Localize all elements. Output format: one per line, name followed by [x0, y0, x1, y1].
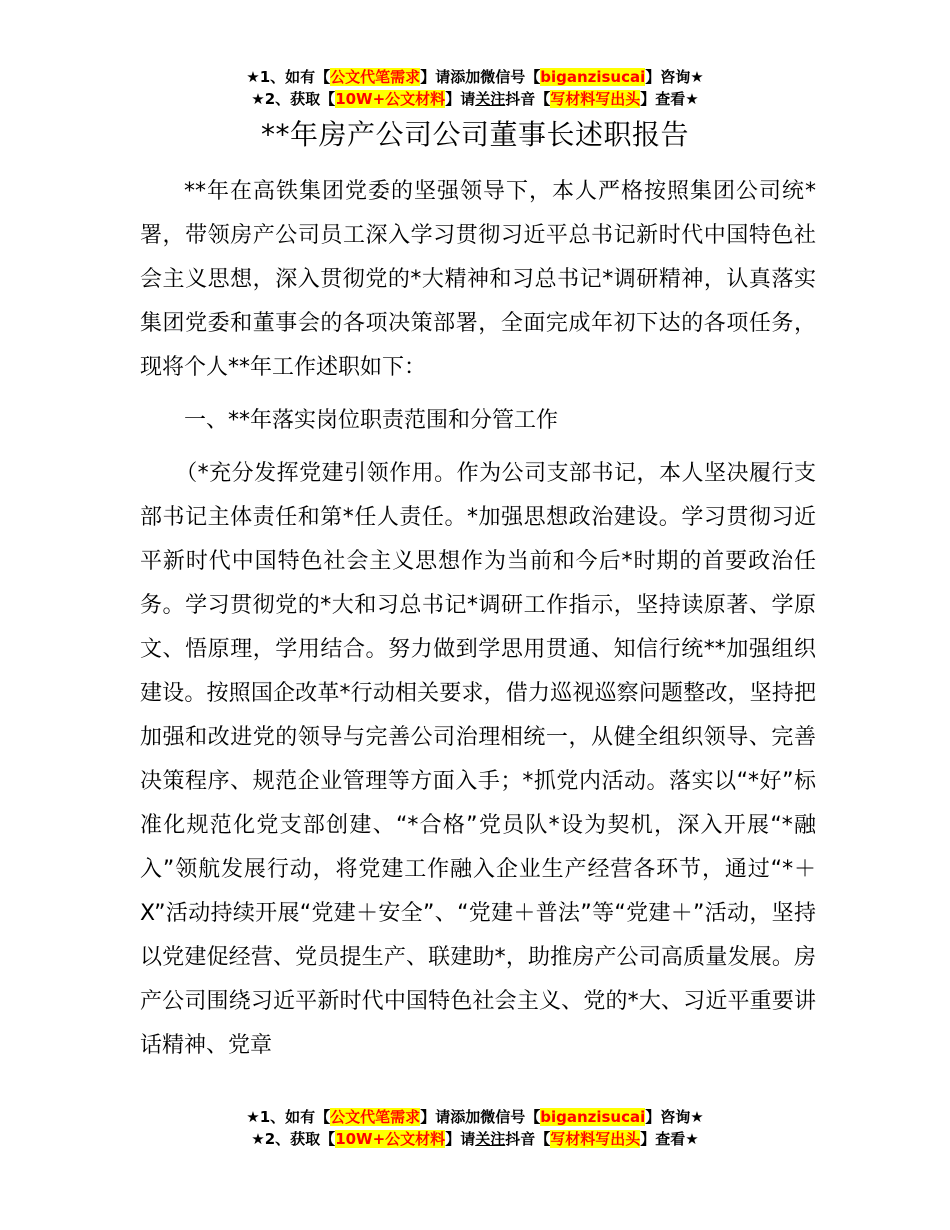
- footer-banner-line-1: ★1、如有【公文代笔需求】请添加微信号【biganzisucai】咨询★: [246, 1108, 704, 1126]
- footer-banner: [0, 1106, 950, 1150]
- section-heading: 一、**年落实岗位职责范围和分管工作: [184, 408, 559, 433]
- header-banner: [0, 66, 950, 110]
- intro-paragraph: **年在高铁集团党委的坚强领导下，本人严格按照集团公司统*署，带领房产公司员工深入学习贯彻习近平总书记新时代中国特色社会主义思想，深入贯彻党的*大精神和习总书记*调研精神，认真落实集团党委和董事会的各项决策部署，全面完成年初下达的各项任务，现将个人**年工作述职如下：: [140, 179, 816, 380]
- footer-banner-line-2: ★2、获取【10W+公文材料】请关注抖音【写材料写出头】查看★: [251, 1130, 699, 1148]
- footer-follow-text: 关注: [475, 1130, 506, 1148]
- body-paragraph: （*充分发挥党建引领作用。作为公司支部书记，本人坚决履行支部书记主体责任和第*任人责任。*加强思想政治建设。学习贯彻习近平新时代中国特色社会主义思想作为当前和今后*时期的首要政治任务。学习贯彻党的*大和习总书记*调研工作指示，坚持读原著、学原文、悟原理，学用结合。努力做到学思用贯通、知信行统**加强组织建设。按照国企改革*行动相关要求，借力巡视巡察问题整改，坚持把加强和改进党的领导与完善公司治理相统一，从健全组织领导、完善决策程序、规范企业管理等方面入手；*抓党内活动。落实以“*好”标准化规范化党支部创建、“*合格”党员队*设为契机，深入开展“*融入”领航发展行动，将党建工作融入企业生产经营各环节，通过“*＋X”活动持续开展“党建＋安全”、“党建＋普法”等“党建＋”活动，坚持以党建促经营、党员提生产、联建助*，助推房产公司高质量发展。房产公司围绕习近平新时代中国特色社会主义、党的*大、习近平重要讲话精神、党章: [140, 461, 816, 1058]
- banner-highlight-account: 写材料写出头: [550, 90, 641, 108]
- banner-line-1: ★1、如有【公文代笔需求】请添加微信号【biganzisucai】咨询★: [246, 68, 704, 86]
- banner-highlight-service: 公文代笔需求: [330, 68, 421, 86]
- document-body: [140, 170, 816, 1068]
- footer-highlight-wechat-id: biganzisucai: [540, 1108, 646, 1126]
- banner-highlight-wechat-id: biganzisucai: [540, 68, 646, 86]
- footer-highlight-materials: 10W+公文材料: [335, 1130, 446, 1148]
- banner-follow-text: 关注: [475, 90, 506, 108]
- document-title: **年房产公司公司董事长述职报告: [260, 118, 689, 151]
- footer-highlight-service: 公文代笔需求: [330, 1108, 421, 1126]
- banner-highlight-materials: 10W+公文材料: [335, 90, 446, 108]
- footer-highlight-account: 写材料写出头: [550, 1130, 641, 1148]
- banner-line-2: ★2、获取【10W+公文材料】请关注抖音【写材料写出头】查看★: [251, 90, 699, 108]
